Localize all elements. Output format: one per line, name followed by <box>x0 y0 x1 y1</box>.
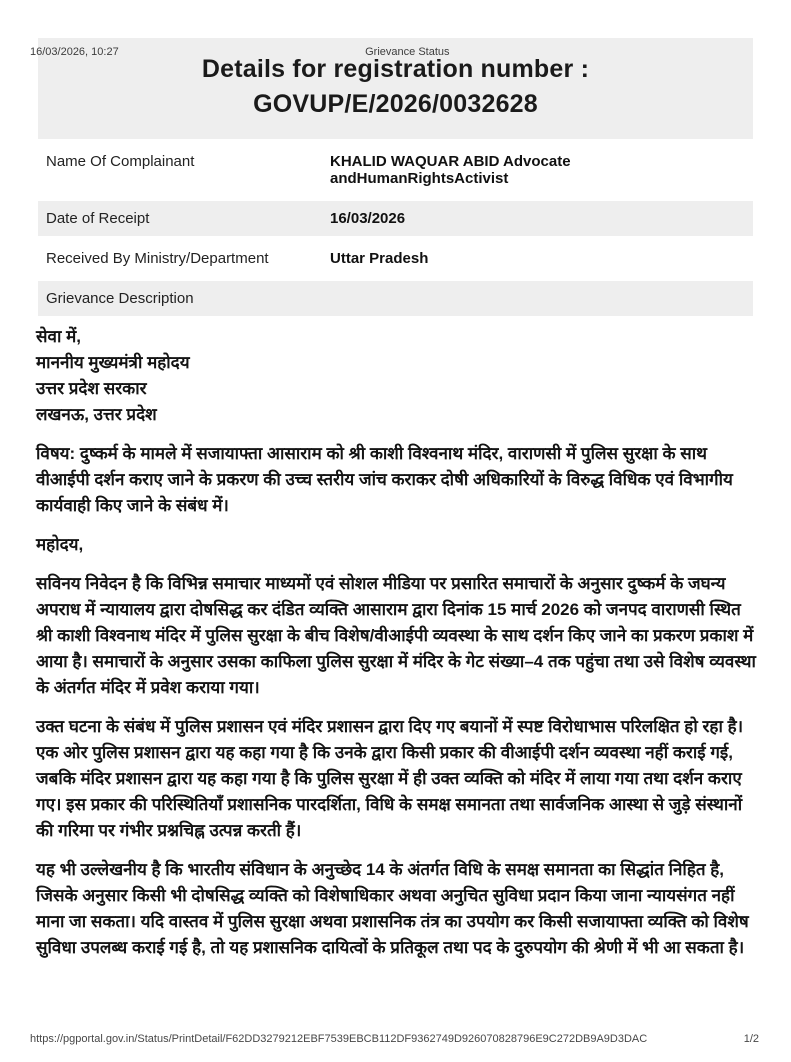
footer-url: https://pgportal.gov.in/Status/PrintDetail/F62DD3279212EBF7539EBCB112DF9362749D926070828796E9C272DB9A9D3DAC <box>30 1033 648 1045</box>
field-label: Received By Ministry/Department <box>46 250 269 267</box>
print-doc-title: Grievance Status <box>365 46 450 58</box>
address-line: माननीय मुख्यमंत्री महोदय <box>36 353 190 372</box>
field-value <box>322 281 753 316</box>
table-row-date-of-receipt <box>38 201 753 236</box>
subject-paragraph: विषय: दुष्कर्म के मामले में सजायाफ्ता आसाराम को श्री काशी विश्वनाथ मंदिर, वाराणसी में पुलिस सुरक्षा के साथ वीआईपी दर्शन कराए जाने के प्रकरण की उच्च स्तरीय जांच कराकर दोषी अधिकारियों के विरुद्ध विधिक एवं विभागीय कार्यवाही किए जाने के संबंध में। <box>36 444 733 515</box>
page-number: 1/2 <box>743 1033 759 1045</box>
browser-print-header <box>30 46 761 60</box>
grievance-description-body <box>36 324 761 961</box>
registration-number: GOVUP/E/2026/0032628 <box>253 90 538 118</box>
registration-title: Details for registration number : <box>201 55 590 83</box>
table-row-grievance-description <box>38 281 753 316</box>
field-value: KHALID WAQUAR ABID Advocate andHumanRightsActivist <box>330 153 571 187</box>
print-datetime: 16/03/2026, 10:27 <box>30 46 119 58</box>
field-label: Date of Receipt <box>46 210 150 227</box>
browser-print-footer <box>30 1033 759 1045</box>
table-row-ministry <box>38 241 753 276</box>
field-value: Uttar Pradesh <box>330 250 429 267</box>
field-value: 16/03/2026 <box>330 210 406 227</box>
details-table <box>38 144 753 316</box>
address-line: सेवा में, <box>36 327 81 346</box>
table-row-complainant <box>38 144 753 196</box>
address-line: लखनऊ, उत्तर प्रदेश <box>36 405 157 424</box>
address-block <box>36 324 761 428</box>
salutation: महोदय, <box>36 535 84 554</box>
field-label: Name Of Complainant <box>46 153 195 170</box>
body-paragraph: यह भी उल्लेखनीय है कि भारतीय संविधान के अनुच्छेद 14 के अंतर्गत विधि के समक्ष समानता का सिद्धांत निहित है, जिसके अनुसार किसी भी दोषसिद्ध व्यक्ति को विशेषाधिकार अथवा अनुचित सुविधा प्रदान किया जाना न्यायसंगत नहीं माना जा सकता। यदि वास्तव में पुलिस सुरक्षा अथवा प्रशासनिक तंत्र का उपयोग कर किसी सजायाफ्ता व्यक्ति को विशेष सुविधा उपलब्ध कराई गई है, तो यह प्रशासनिक दायित्वों के प्रतिकूल तथा पद के दुरुपयोग की श्रेणी में भी आ सकता है। <box>36 860 749 957</box>
field-label: Grievance Description <box>46 290 194 307</box>
body-paragraph: उक्त घटना के संबंध में पुलिस प्रशासन एवं मंदिर प्रशासन द्वारा दिए गए बयानों में स्पष्ट विरोधाभास परिलक्षित हो रहा है। एक ओर पुलिस प्रशासन द्वारा यह कहा गया है कि उनके द्वारा किसी प्रकार की वीआईपी दर्शन व्यवस्था नहीं कराई गई, जबकि मंदिर प्रशासन द्वारा यह कहा गया है कि पुलिस सुरक्षा में ही उक्त व्यक्ति को मंदिर में लाया गया तथा दर्शन कराए गए। इस प्रकार की परिस्थितियाँ प्रशासनिक पारदर्शिता, विधि के समक्ष समानता तथा सार्वजनिक आस्था से जुड़े संस्थानों की गरिमा पर गंभीर प्रश्नचिह्न उत्पन्न करती हैं। <box>36 717 744 840</box>
body-paragraph: सविनय निवेदन है कि विभिन्न समाचार माध्यमों एवं सोशल मीडिया पर प्रसारित समाचारों के अनुसार दुष्कर्म के जघन्य अपराध में न्यायालय द्वारा दोषसिद्ध कर दंडित व्यक्ति आसाराम द्वारा दिनांक 15 मार्च 2026 को जनपद वाराणसी स्थित श्री काशी विश्वनाथ मंदिर में पुलिस सुरक्षा के बीच विशेष/वीआईपी व्यवस्था के साथ दर्शन किए जाने का प्रकरण प्रकाश में आया है। समाचारों के अनुसार उसका काफिला पुलिस सुरक्षा में मंदिर के गेट संख्या–4 तक पहुंचा तथा उसे विशेष व्यवस्था के अंतर्गत मंदिर में प्रवेश कराया गया। <box>36 574 756 697</box>
address-line: उत्तर प्रदेश सरकार <box>36 379 147 398</box>
